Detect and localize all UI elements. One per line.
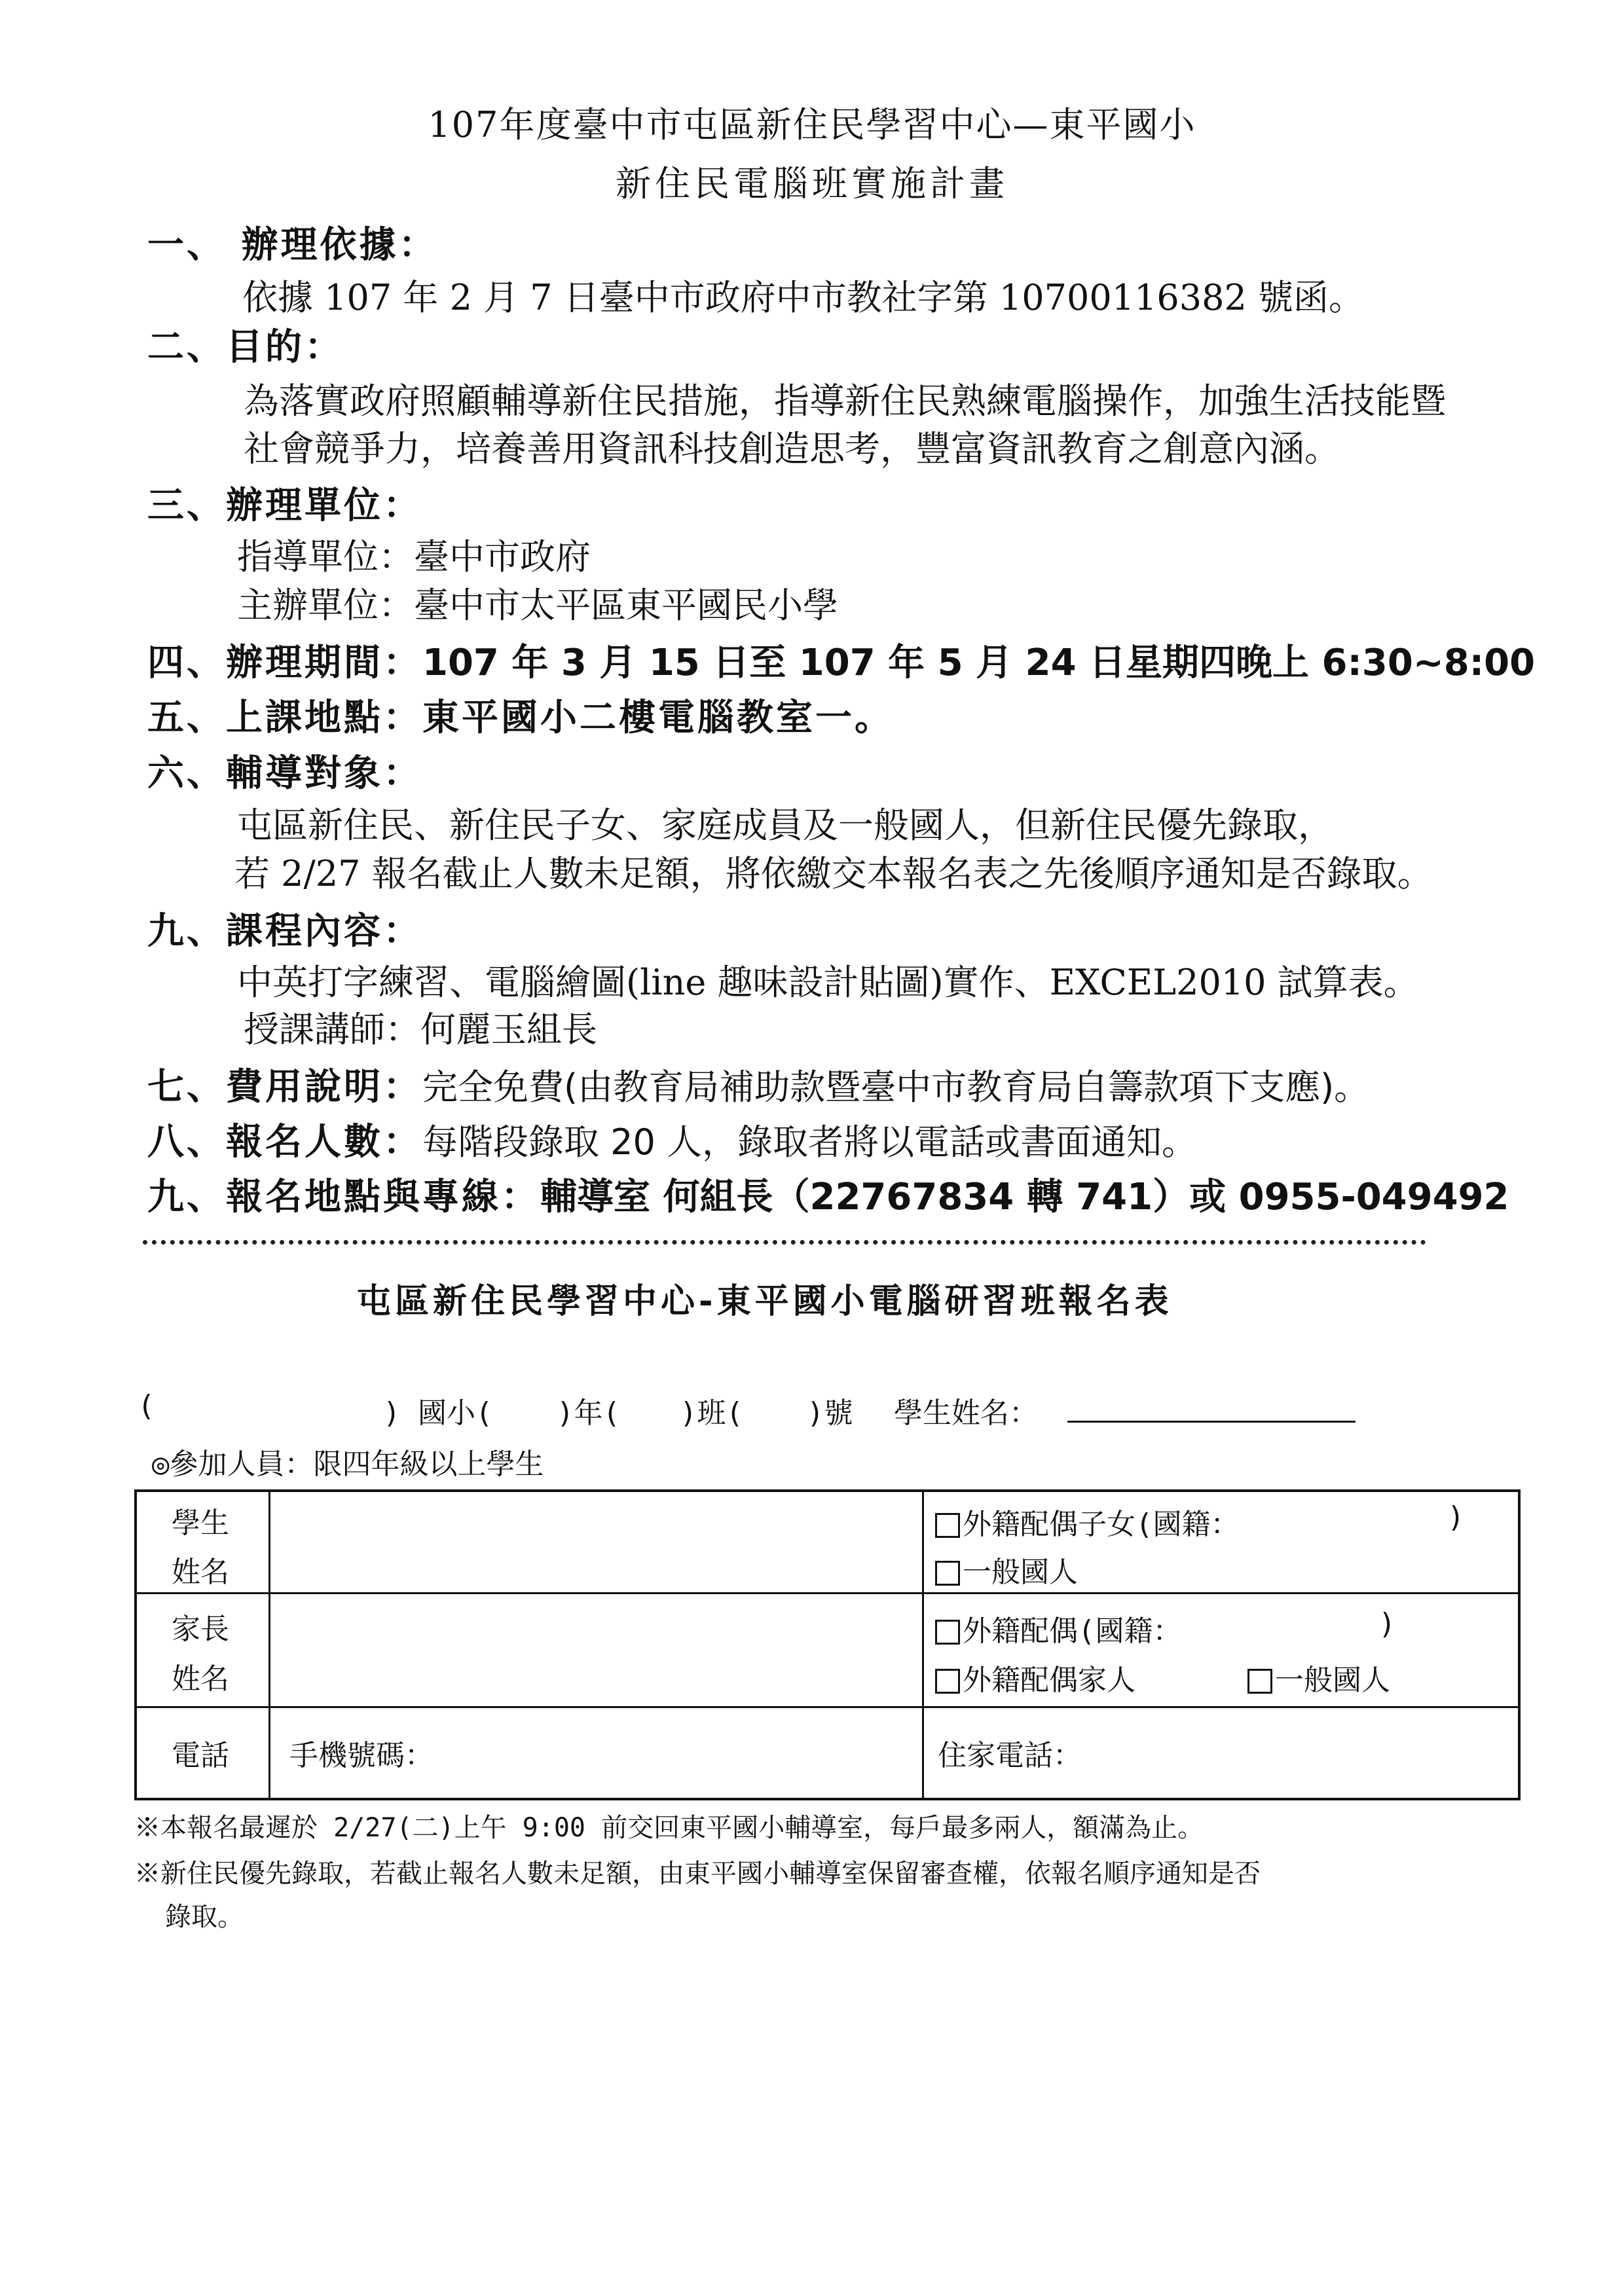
- section-9-value: 輔導室 何組長（22767834 轉 741）或 0955-049492: [540, 1176, 1509, 1218]
- page-title: 107年度臺中市屯區新住民學習中心—東平國小: [428, 104, 1196, 145]
- checkbox-general-1[interactable]: [935, 1561, 960, 1586]
- grade-label: )年(: [557, 1396, 620, 1430]
- mobile-field[interactable]: [445, 1710, 917, 1795]
- note-1: ※本報名最遲於 2/27(二)上午 9:00 前交回東平國小輔導室，每戶最多兩人，額滿為止。: [134, 1813, 1204, 1843]
- checkbox-general-2[interactable]: [1247, 1669, 1272, 1694]
- checkbox-foreign-family[interactable]: [935, 1669, 960, 1694]
- section-5-value: 東平國小二樓電腦教室一。: [422, 697, 894, 739]
- section-7: [147, 1058, 1369, 1110]
- section-course-text-1: 中英打字練習、電腦繪圖(line 趣味設計貼圖)實作、EXCEL2010 試算表。: [237, 962, 1419, 1003]
- home-phone-field[interactable]: [1100, 1710, 1513, 1795]
- student-name-field[interactable]: [272, 1494, 919, 1589]
- section-course-heading: 九、課程內容：: [147, 910, 422, 953]
- note-2: ※新住民優先錄取，若截止報名人數未足額，由東平國小輔導室保留審查權，依報名順序通知是否: [134, 1859, 1261, 1889]
- table-border-right: [1518, 1489, 1521, 1800]
- section-1-heading: 一、 辦理依據：: [147, 224, 438, 266]
- student-name-underline[interactable]: [1067, 1421, 1356, 1423]
- opt-foreign-child-close: ): [1447, 1501, 1465, 1534]
- opt-general-1-label: 一般國人: [963, 1556, 1078, 1589]
- section-3-text-1: 指導單位：臺中市政府: [237, 536, 591, 577]
- opt-general-1[interactable]: [935, 1548, 1078, 1590]
- section-6-text-2: 若 2/27 報名截止人數未足額，將依繳交本報名表之先後順序通知是否錄取。: [234, 853, 1433, 894]
- class-open-paren: (: [138, 1389, 155, 1423]
- participants-note: ◎參加人員：限四年級以上學生: [152, 1448, 544, 1481]
- section-1-text: 依據 107 年 2 月 7 日臺中市政府中市教社字第 10700116382 號函。: [242, 277, 1365, 318]
- section-5: [147, 689, 894, 741]
- opt-foreign-spouse-label: 外籍配偶(國籍：: [963, 1614, 1182, 1648]
- parent-label-2: 姓名: [172, 1662, 229, 1696]
- section-2-heading: 二、目的：: [147, 326, 344, 369]
- table-border-bottom: [134, 1798, 1521, 1800]
- number-label: )號: [807, 1396, 853, 1430]
- section-9: [147, 1168, 1509, 1220]
- section-3-heading: 三、辦理單位：: [147, 484, 422, 527]
- section-4-value: 107 年 3 月 15 日至 107 年 5 月 24 日星期四晚上 6:30~8:00: [422, 642, 1536, 684]
- cut-line: [143, 1240, 1426, 1245]
- student-label-1: 學生: [172, 1506, 229, 1540]
- section-8: [147, 1113, 1197, 1165]
- parent-label-1: 家長: [172, 1613, 229, 1646]
- parent-name-field[interactable]: [272, 1595, 919, 1704]
- table-border-left: [134, 1489, 137, 1800]
- opt-foreign-child-label: 外籍配偶子女(國籍：: [963, 1508, 1240, 1541]
- section-2-text-2: 社會競爭力，培養善用資訊科技創造思考，豐富資訊教育之創意內涵。: [244, 428, 1340, 469]
- school-label: ) 國小(: [383, 1396, 493, 1430]
- section-3-text-2: 主辦單位：臺中市太平區東平國民小學: [237, 585, 838, 626]
- section-4-heading: 四、辦理期間：: [147, 642, 422, 684]
- opt-general-2-label: 一般國人: [1275, 1664, 1390, 1697]
- section-4: [147, 634, 1535, 686]
- student-name-label: 學生姓名：: [894, 1396, 1038, 1430]
- section-7-heading: 七、費用說明：: [147, 1066, 422, 1108]
- section-2-text-1: 為落實政府照顧輔導新住民措施，指導新住民熟練電腦操作，加強生活技能暨: [244, 380, 1446, 422]
- table-border-top: [134, 1489, 1521, 1492]
- mobile-label: 手機號碼：: [289, 1739, 434, 1772]
- opt-foreign-family[interactable]: [935, 1656, 1135, 1698]
- form-title: 屯區新住民學習中心-東平國小電腦研習班報名表: [357, 1282, 1173, 1321]
- home-phone-label: 住家電話：: [938, 1739, 1082, 1772]
- table-row-divider-1: [134, 1592, 1521, 1594]
- checkbox-foreign-spouse[interactable]: [935, 1620, 960, 1645]
- table-row-divider-2: [134, 1706, 1521, 1708]
- note-2-cont: 錄取。: [165, 1902, 244, 1932]
- section-6-heading: 六、輔導對象：: [147, 752, 422, 795]
- section-6-text-1: 屯區新住民、新住民子女、家庭成員及一般國人，但新住民優先錄取，: [237, 805, 1333, 846]
- opt-foreign-spouse[interactable]: [935, 1607, 1182, 1649]
- page-subtitle: 新住民電腦班實施計畫: [616, 163, 1008, 204]
- section-8-heading: 八、報名人數：: [147, 1121, 422, 1163]
- class-label: )班(: [680, 1396, 743, 1430]
- table-col-divider-1: [268, 1489, 270, 1800]
- opt-general-2[interactable]: [1247, 1656, 1390, 1698]
- section-9-heading: 九、報名地點與專線：: [147, 1176, 540, 1218]
- table-col-divider-2: [922, 1489, 924, 1800]
- section-7-value: 完全免費(由教育局補助款暨臺中市教育局自籌款項下支應)。: [422, 1066, 1370, 1108]
- student-label-2: 姓名: [172, 1556, 229, 1589]
- section-5-heading: 五、上課地點：: [147, 697, 422, 739]
- opt-foreign-family-label: 外籍配偶家人: [963, 1664, 1135, 1697]
- checkbox-foreign-child[interactable]: [935, 1513, 960, 1538]
- opt-foreign-child[interactable]: [935, 1501, 1240, 1542]
- opt-foreign-spouse-close: ): [1378, 1607, 1396, 1641]
- phone-label: 電話: [172, 1739, 229, 1772]
- section-8-value: 每階段錄取 20 人，錄取者將以電話或書面通知。: [422, 1121, 1198, 1163]
- section-course-text-2: 授課講師：何麗玉組長: [244, 1009, 597, 1050]
